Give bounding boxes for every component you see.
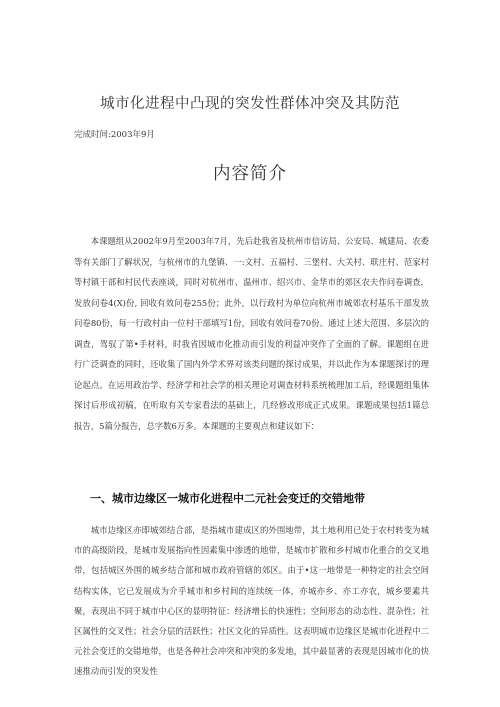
completion-time: 完成时间:2003年9月 — [74, 130, 155, 140]
section1-heading: 一、城市边缘区一城市化进程中二元社会变迁的交错地带 — [90, 492, 365, 505]
summary-heading: 内容简介 — [213, 164, 287, 184]
section1-paragraph: 城市边缘区亦即城郊结合部，是指城市建成区的外围地带，其土地利用已处于农村转变为城市的高级阶段，是城市发展指向性因素集中渗透的地带，是城市扩散和乡村城市化重合的交叉地带，包括城区外围的城乡结合部和城市政府管辖的郊区。由于•这一地带是一种特定的社会空间结构实体，它已发展成为介乎城市和乡村间的连续统一体，亦城亦乡、亦工亦农，城乡要素共聚，表现出不同于城市中心区的显明特征：经济增长的快速性；空间形态的动态性、混杂性；社区属性的交叉性；社会分层的活跃性；社区文化的异质性。这表明城市边缘区是城市化进程中二元社会变迁的交错地带，也是各种社会冲突和冲突的多发地，其中最显著的表现是因城市化的快速推动而引发的突发性 — [74, 525, 429, 677]
document-title: 城市化进程中凸现的突发性群体冲突及其防范 — [100, 96, 400, 112]
summary-paragraph: 本课题组从2002年9月至2003年7月，先后赴我省及杭州市信访局、公安局、城建局、农委等有关部门了解状况，与杭州市的九堡镇、一:文村、五福村、三堡村、大关村、联庄村、范家村等村镇干部和村民代表座谈，同时对杭州市、温州市、绍兴市、金华市的郊区农夫作问卷调查，发放问卷4(X)份, 回收有效问卷255份；此外，以行政村为单位向杭州市城郊农村基乐干部发放问卷80份，每一行政村由一位村干部填写1份，回收有效问卷70份。通过上述大范围、多层次的调查，驾驭了第•手材料，时我省因城市化推动而引发的利益冲突作了全面的了解。课题组在进行广泛调查的同时，还收集了国内外学术界对该类问题的探讨成果，并以此作为本课题探讨的理论起点。在运用政治学、经济学和社会学的相关理论对调查材料系统梳理加工后，经课题组集体探讨后形成初稿，在听取有关专家看法的基础上，几经修改形成正式成果。课题成果包括1篇总报告，5篇分报告，总字数6万多。本课题的主要观点和建议如下： — [74, 236, 429, 431]
